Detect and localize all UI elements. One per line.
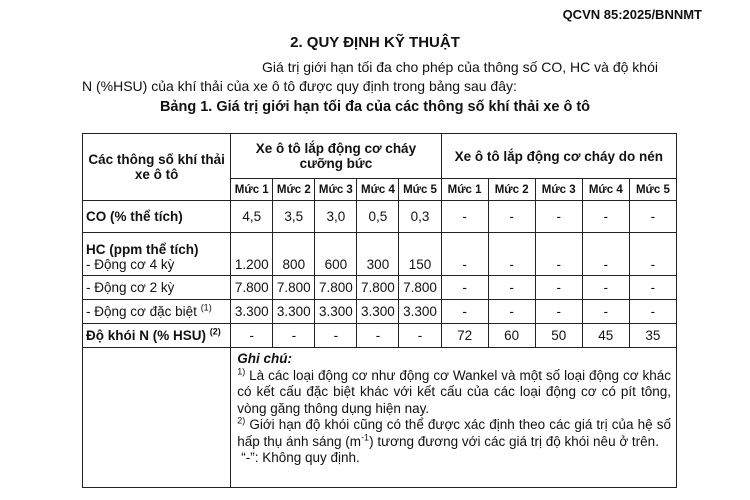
table-cell: 150 bbox=[399, 233, 441, 276]
table-cell: - bbox=[357, 324, 399, 348]
notes-row bbox=[83, 348, 677, 488]
table-cell: - bbox=[535, 276, 582, 300]
table-cell: 7.800 bbox=[273, 276, 315, 300]
table-cell: - bbox=[582, 300, 629, 324]
level-header: Mức 2 bbox=[273, 179, 315, 201]
hc-special-label: - Động cơ đặc biệt bbox=[86, 304, 197, 319]
smoke-label: Độ khói N (% HSU) bbox=[86, 328, 206, 343]
table-cell: 4,5 bbox=[231, 201, 273, 233]
dash-note: “-”: Không quy định. bbox=[241, 450, 360, 465]
level-header: Mức 3 bbox=[315, 179, 357, 201]
note-1-text: Là các loại động cơ như động cơ Wankel và một số loại động cơ khác có kết cấu đặc biệt khác với kết cấu của các loại động cơ có pít tông, vòng găng thông dụng hiện nay. bbox=[237, 367, 671, 416]
table-cell: 3.300 bbox=[399, 300, 441, 324]
level-header: Mức 5 bbox=[399, 179, 441, 201]
level-header: Mức 4 bbox=[582, 179, 629, 201]
table-row-hc-2 bbox=[83, 276, 677, 300]
level-header: Mức 1 bbox=[441, 179, 488, 201]
table-cell: 50 bbox=[535, 324, 582, 348]
table-cell: - bbox=[488, 201, 535, 233]
table-row-hc-4 bbox=[83, 233, 677, 276]
note-2-text-b: ) tương đương với các giá trị độ khói nêu ở trên. bbox=[369, 433, 659, 449]
col-param-header: Các thông số khí thải xe ô tô bbox=[83, 134, 231, 201]
table-cell: - bbox=[441, 276, 488, 300]
table-cell: - bbox=[582, 276, 629, 300]
table-row-smoke bbox=[83, 324, 677, 348]
level-header: Mức 4 bbox=[357, 179, 399, 201]
table-cell: - bbox=[273, 324, 315, 348]
hc-header: HC (ppm thể tích) bbox=[86, 242, 199, 257]
table-cell: 7.800 bbox=[399, 276, 441, 300]
table-cell: 7.800 bbox=[231, 276, 273, 300]
level-header: Mức 1 bbox=[231, 179, 273, 201]
table-cell: - bbox=[535, 233, 582, 276]
table-cell: 3.300 bbox=[273, 300, 315, 324]
table-cell: 72 bbox=[441, 324, 488, 348]
table-cell: 3,0 bbox=[315, 201, 357, 233]
table-cell: - bbox=[488, 276, 535, 300]
table-cell: 3.300 bbox=[231, 300, 273, 324]
hc-4-stroke-label: - Động cơ 4 kỳ bbox=[86, 257, 175, 272]
emission-limits-table bbox=[82, 133, 677, 488]
note-2 bbox=[237, 417, 671, 450]
table-cell: - bbox=[441, 233, 488, 276]
level-header: Mức 2 bbox=[488, 179, 535, 201]
intro-line-1: Giá trị giới hạn tối đa cho phép của thông số CO, HC và độ khói bbox=[262, 59, 658, 75]
document-code: QCVN 85:2025/BNNMT bbox=[562, 7, 702, 22]
table-cell: - bbox=[399, 324, 441, 348]
footnote-ref-1: (1) bbox=[200, 302, 212, 313]
table-cell: - bbox=[488, 233, 535, 276]
note-1 bbox=[237, 368, 671, 418]
row-label bbox=[83, 300, 231, 324]
table-cell: - bbox=[629, 233, 676, 276]
table-cell: 3.300 bbox=[357, 300, 399, 324]
group-spark-header: Xe ô tô lắp động cơ cháy cưỡng bức bbox=[231, 134, 441, 179]
table-cell: 7.800 bbox=[315, 276, 357, 300]
notes-title: Ghi chú: bbox=[237, 351, 292, 366]
intro-paragraph bbox=[82, 58, 658, 96]
note-1-marker: 1) bbox=[237, 366, 246, 376]
table-cell: - bbox=[582, 233, 629, 276]
notes-cell bbox=[231, 348, 677, 488]
table-cell: 45 bbox=[582, 324, 629, 348]
table-cell: 0,3 bbox=[399, 201, 441, 233]
section-title: 2. QUY ĐỊNH KỸ THUẬT bbox=[290, 34, 460, 51]
table-cell: - bbox=[488, 300, 535, 324]
table-cell: 3,5 bbox=[273, 201, 315, 233]
table-cell: - bbox=[441, 300, 488, 324]
table-row-hc-special bbox=[83, 300, 677, 324]
table-title: Bảng 1. Giá trị giới hạn tối đa của các thông số khí thải xe ô tô bbox=[159, 99, 591, 115]
table-cell: 35 bbox=[629, 324, 676, 348]
intro-line-2: N (%HSU) của khí thải của xe ô tô được quy định trong bảng sau đây: bbox=[82, 78, 517, 94]
table-cell: - bbox=[629, 201, 676, 233]
table-cell: 60 bbox=[488, 324, 535, 348]
note-2-marker: 2) bbox=[237, 415, 246, 426]
table-cell: 600 bbox=[315, 233, 357, 276]
table-cell: - bbox=[535, 201, 582, 233]
level-header: Mức 3 bbox=[535, 179, 582, 201]
row-label: - Động cơ 2 kỳ bbox=[83, 276, 231, 300]
table-cell: 0,5 bbox=[357, 201, 399, 233]
row-label: CO (% thể tích) bbox=[83, 201, 231, 233]
header-row bbox=[83, 134, 677, 179]
row-label bbox=[83, 324, 231, 348]
table-cell: 1.200 bbox=[231, 233, 273, 276]
footnote-ref-2: (2) bbox=[209, 326, 221, 337]
level-header: Mức 5 bbox=[629, 179, 676, 201]
table-cell: - bbox=[315, 324, 357, 348]
table-cell: - bbox=[582, 201, 629, 233]
table-cell: - bbox=[629, 300, 676, 324]
table-cell: - bbox=[441, 201, 488, 233]
table-cell: 7.800 bbox=[357, 276, 399, 300]
notes-empty-cell bbox=[83, 348, 231, 488]
table-cell: - bbox=[535, 300, 582, 324]
table-cell: - bbox=[629, 276, 676, 300]
group-compression-header: Xe ô tô lắp động cơ cháy do nén bbox=[441, 134, 676, 179]
row-label bbox=[83, 233, 231, 276]
note-2-text-a: Giới hạn độ khói cũng có thể được xác định theo các giá trị của hệ số hấp thụ ánh sáng (m bbox=[237, 417, 671, 449]
table-row-co bbox=[83, 201, 677, 233]
table-cell: 300 bbox=[357, 233, 399, 276]
note-2-exponent: -1 bbox=[361, 432, 370, 442]
table-cell: - bbox=[231, 324, 273, 348]
table-cell: 800 bbox=[273, 233, 315, 276]
table-cell: 3.300 bbox=[315, 300, 357, 324]
